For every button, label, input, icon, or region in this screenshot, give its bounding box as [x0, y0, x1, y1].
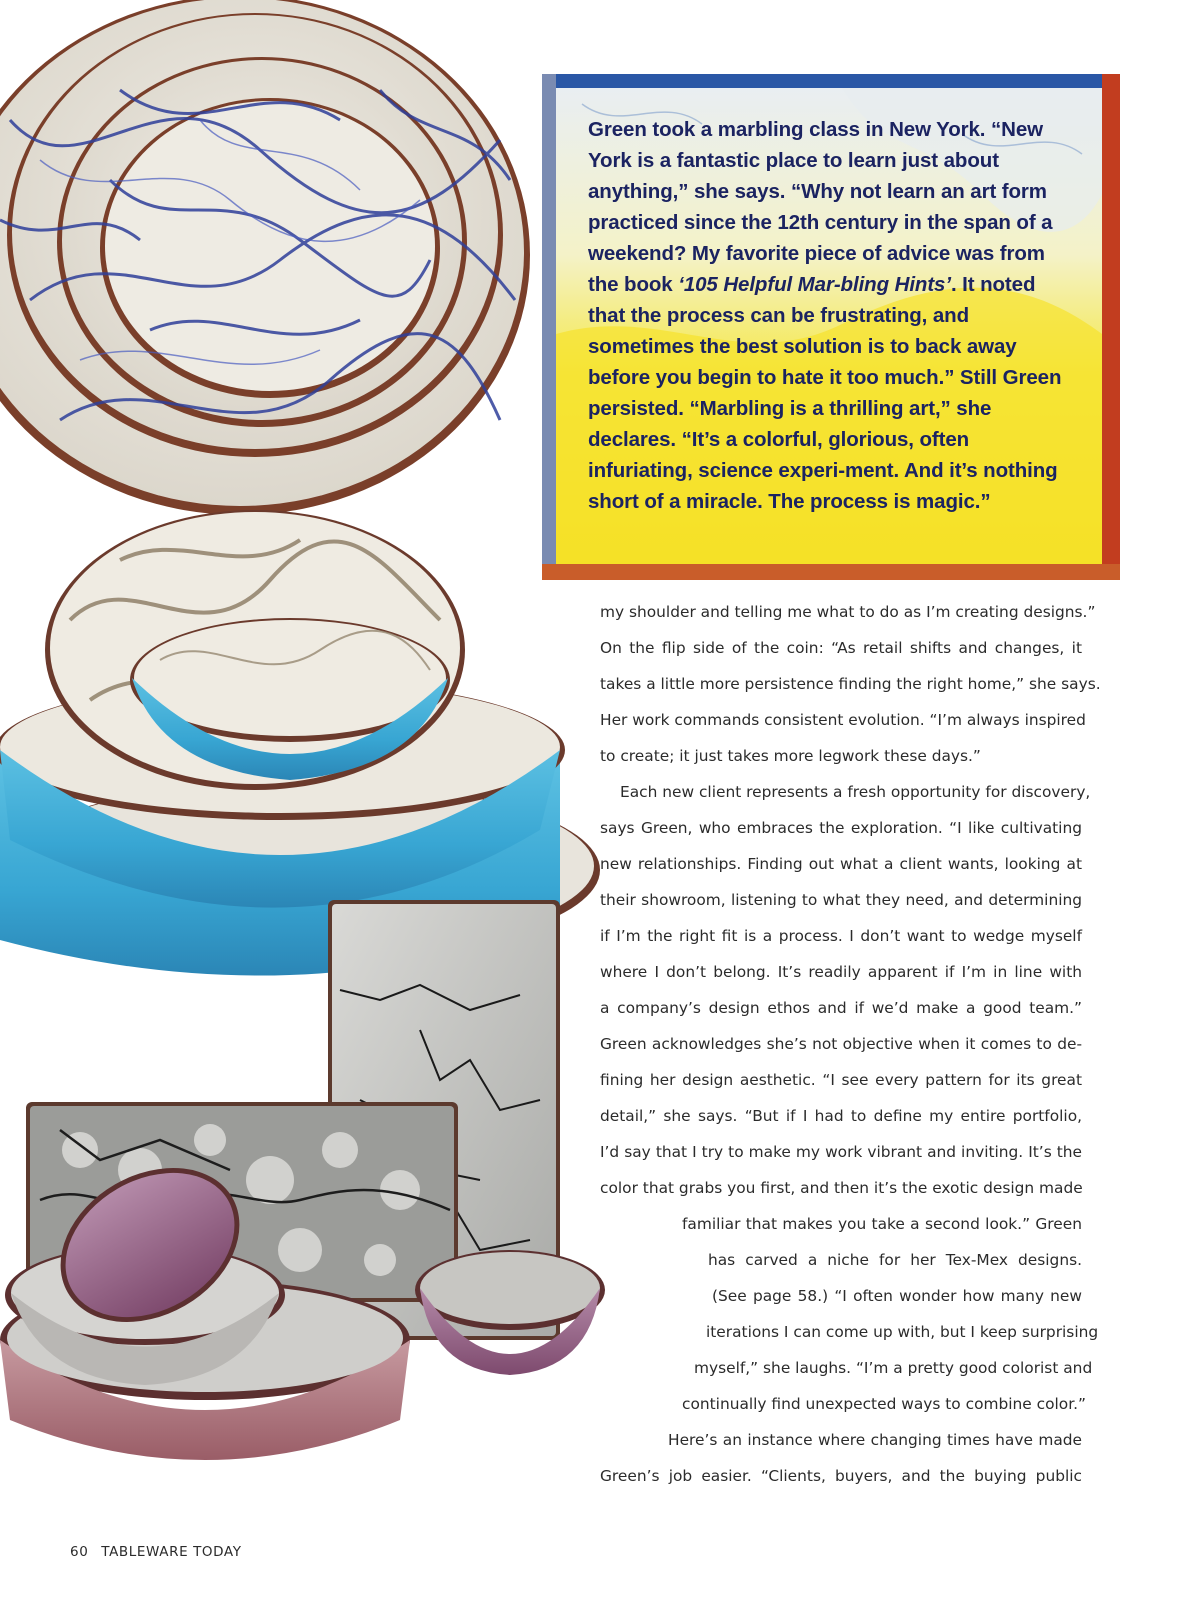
body-line: has carved a niche for her Tex-Mex designs. — [708, 1251, 1082, 1269]
body-line: On the flip side of the coin: “As retail shifts and changes, it — [600, 639, 1082, 657]
body-line: Green acknowledges she’s not objective when it comes to de- — [600, 1035, 1082, 1053]
body-line: Each new client represents a fresh opportunity for discovery, — [620, 783, 1091, 801]
body-line: says Green, who embraces the exploration. “I like cultivating — [600, 819, 1082, 837]
body-line: I’d say that I try to make my work vibrant and inviting. It’s the — [600, 1143, 1082, 1161]
body-line: their showroom, listening to what they need, and determining — [600, 891, 1082, 909]
page-number: 60 — [70, 1544, 89, 1560]
publication-name: TABLEWARE TODAY — [101, 1544, 242, 1560]
body-line: a company’s design ethos and if we’d make a good team.” — [600, 999, 1082, 1017]
body-line: familiar that makes you take a second look.” Green — [682, 1215, 1082, 1233]
body-line: Her work commands consistent evolution. “I’m always inspired — [600, 711, 1086, 729]
pull-quote-box — [542, 74, 1120, 580]
pull-quote-text — [588, 114, 1078, 517]
dinnerware-photo — [0, 0, 610, 1470]
pull-quote-part-1: Green took a marbling class in New York. “New York is a fantastic place to learn just about anything,” she says. “Why not learn an art form practiced since the 12th century in the span of a weekend? My favorite piece of advice was from the book — [588, 118, 1053, 296]
body-line: if I’m the right fit is a process. I don’t want to wedge myself — [600, 927, 1082, 945]
body-line: detail,” she says. “But if I had to define my entire portfolio, — [600, 1107, 1082, 1125]
body-line: Here’s an instance where changing times have made — [668, 1431, 1082, 1449]
body-line: myself,” she laughs. “I’m a pretty good colorist and — [694, 1359, 1093, 1377]
blue-marbled-plates — [0, 0, 530, 515]
body-line: new relationships. Finding out what a client wants, looking at — [600, 855, 1082, 873]
page-footer — [70, 1544, 242, 1560]
body-line: takes a little more persistence finding the right home,” she says. — [600, 675, 1101, 693]
body-line: where I don’t belong. It’s readily apparent if I’m in line with — [600, 963, 1082, 981]
body-line: my shoulder and telling me what to do as I’m creating designs.” — [600, 603, 1096, 621]
book-title: ‘105 Helpful Mar-bling Hints’ — [678, 273, 951, 296]
body-line: iterations I can come up with, but I keep surprising — [706, 1323, 1099, 1341]
body-line: (See page 58.) “I often wonder how many new — [712, 1287, 1082, 1305]
body-line: color that grabs you first, and then it’s the exotic design made — [600, 1179, 1083, 1197]
pull-quote-part-2: . It noted that the process can be frustrating, and sometimes the best solution is to back away before you begin to hate it too much.” Still Green persisted. “Marbling is a thrilling art,” she declares. “It’s a colorful, glorious, often infuriating, science experi-ment. And it’s nothing short of a miracle. The process is magic.” — [588, 273, 1062, 513]
body-line: Green’s job easier. “Clients, buyers, and the buying public — [600, 1467, 1082, 1485]
body-line: continually find unexpected ways to combine color.” — [682, 1395, 1086, 1413]
body-line: fining her design aesthetic. “I see every pattern for its great — [600, 1071, 1082, 1089]
body-line: to create; it just takes more legwork these days.” — [600, 747, 981, 765]
